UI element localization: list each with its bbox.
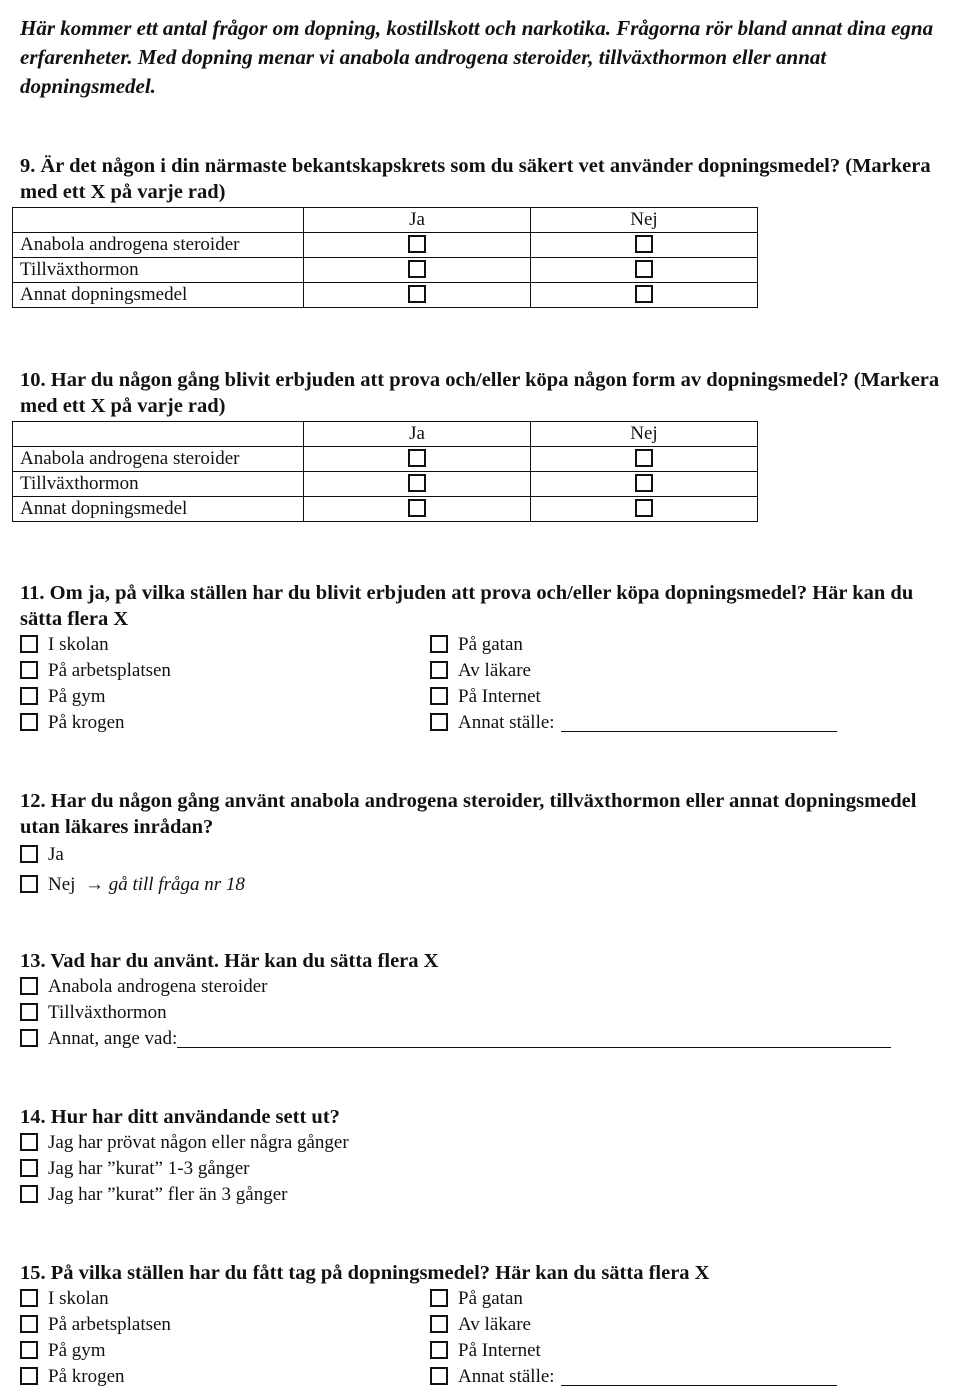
option-pa-gym[interactable]: På gym	[20, 684, 430, 710]
row-label: Anabola androgena steroider	[13, 447, 304, 472]
row-label: Annat dopningsmedel	[13, 497, 304, 522]
question-10-title: 10. Har du någon gång blivit erbjuden att prova och/eller köpa någon form av dopningsmedel? (Markera med ett X på varje rad)	[20, 369, 940, 417]
q10-tillvaxthormon-nej-checkbox[interactable]	[635, 474, 653, 492]
column-header-nej: Nej	[531, 422, 758, 447]
checkbox[interactable]	[430, 1289, 448, 1307]
option-tillvaxthormon[interactable]: Tillväxthormon	[20, 1000, 950, 1026]
option-av-lakare[interactable]: Av läkare	[430, 658, 840, 684]
question-12	[20, 788, 950, 900]
annat-stalle-field[interactable]	[561, 713, 837, 732]
row-label: Tillväxthormon	[13, 258, 304, 283]
question-12-title: 12. Har du någon gång använt anabola androgena steroider, tillväxthormon eller annat dopningsmedel utan läkares inrådan?	[20, 790, 917, 838]
checkbox[interactable]	[430, 687, 448, 705]
intro-text: Här kommer ett antal frågor om dopning, kostillskott och narkotika. Frågorna rör bland annat dina egna erfarenheter. Med dopning menar vi anabola androgena steroider, tillväxthormon eller annat dopningsmedel.	[20, 16, 934, 98]
option-kurat-1-3[interactable]: Jag har ”kurat” 1-3 gånger	[20, 1156, 950, 1182]
table-row	[13, 447, 758, 472]
question-15	[20, 1260, 950, 1390]
option-annat-stalle[interactable]: Annat ställe:	[430, 1364, 840, 1390]
question-9	[20, 153, 950, 308]
table-row	[13, 283, 758, 308]
checkbox[interactable]	[20, 635, 38, 653]
checkbox[interactable]	[430, 1341, 448, 1359]
option-pa-gym[interactable]: På gym	[20, 1338, 430, 1364]
option-pa-internet[interactable]: På Internet	[430, 1338, 840, 1364]
checkbox[interactable]	[430, 1367, 448, 1385]
checkbox[interactable]	[20, 713, 38, 731]
option-annat-stalle[interactable]: Annat ställe:	[430, 710, 840, 736]
question-15-title: 15. På vilka ställen har du fått tag på dopningsmedel? Här kan du sätta flera X	[20, 1262, 710, 1284]
checkbox[interactable]	[20, 1367, 38, 1385]
option-pa-gatan[interactable]: På gatan	[430, 632, 840, 658]
checkbox[interactable]	[430, 713, 448, 731]
table-row	[13, 233, 758, 258]
checkbox[interactable]	[20, 687, 38, 705]
q10-annat-ja-checkbox[interactable]	[408, 499, 426, 517]
option-annat-ange-vad[interactable]: Annat, ange vad:	[20, 1026, 950, 1052]
q9-tillvaxthormon-nej-checkbox[interactable]	[635, 260, 653, 278]
checkbox[interactable]	[20, 845, 38, 863]
row-label: Anabola androgena steroider	[13, 233, 304, 258]
checkbox[interactable]	[20, 1341, 38, 1359]
checkbox[interactable]	[20, 1133, 38, 1151]
question-13	[20, 948, 950, 1052]
row-label: Tillväxthormon	[13, 472, 304, 497]
question-14-title: 14. Hur har ditt användande sett ut?	[20, 1106, 340, 1128]
option-pa-arbetsplatsen[interactable]: På arbetsplatsen	[20, 658, 430, 684]
q9-steroider-nej-checkbox[interactable]	[635, 235, 653, 253]
table-header-empty	[13, 208, 304, 233]
question-9-title: 9. Är det någon i din närmaste bekantskapskrets som du säkert vet använder dopningsmedel? (Markera med ett X på varje rad)	[20, 155, 931, 203]
column-header-ja: Ja	[304, 422, 531, 447]
checkbox[interactable]	[20, 661, 38, 679]
q9-steroider-ja-checkbox[interactable]	[408, 235, 426, 253]
q9-annat-nej-checkbox[interactable]	[635, 285, 653, 303]
checkbox[interactable]	[20, 1315, 38, 1333]
checkbox[interactable]	[20, 1185, 38, 1203]
option-i-skolan[interactable]: I skolan	[20, 632, 430, 658]
checkbox[interactable]	[20, 1159, 38, 1177]
row-label: Annat dopningsmedel	[13, 283, 304, 308]
column-header-ja: Ja	[304, 208, 531, 233]
option-nej[interactable]: Nej → gå till fråga nr 18	[20, 870, 950, 900]
question-14	[20, 1104, 950, 1208]
checkbox[interactable]	[430, 661, 448, 679]
annat-stalle-field[interactable]	[561, 1367, 837, 1386]
question-11-title: 11. Om ja, på vilka ställen har du blivit erbjuden att prova och/eller köpa dopningsmedel? Här kan du sätta flera X	[20, 582, 914, 630]
question-9-table	[12, 207, 758, 308]
table-row	[13, 497, 758, 522]
checkbox[interactable]	[20, 977, 38, 995]
q10-tillvaxthormon-ja-checkbox[interactable]	[408, 474, 426, 492]
question-10	[20, 367, 950, 522]
option-pa-krogen[interactable]: På krogen	[20, 710, 430, 736]
question-11	[20, 580, 950, 736]
question-13-title: 13. Vad har du använt. Här kan du sätta flera X	[20, 950, 439, 972]
checkbox[interactable]	[20, 875, 38, 893]
q10-annat-nej-checkbox[interactable]	[635, 499, 653, 517]
q9-tillvaxthormon-ja-checkbox[interactable]	[408, 260, 426, 278]
option-kurat-fler-an-3[interactable]: Jag har ”kurat” fler än 3 gånger	[20, 1182, 950, 1208]
checkbox[interactable]	[20, 1003, 38, 1021]
table-row	[13, 472, 758, 497]
option-av-lakare[interactable]: Av läkare	[430, 1312, 840, 1338]
checkbox[interactable]	[20, 1029, 38, 1047]
option-pa-gatan[interactable]: På gatan	[430, 1286, 840, 1312]
option-pa-krogen[interactable]: På krogen	[20, 1364, 430, 1390]
table-header-empty	[13, 422, 304, 447]
option-anabola-steroider[interactable]: Anabola androgena steroider	[20, 974, 950, 1000]
annat-ange-vad-field[interactable]	[177, 1029, 891, 1048]
option-pa-internet[interactable]: På Internet	[430, 684, 840, 710]
option-ja[interactable]: Ja	[20, 840, 950, 870]
column-header-nej: Nej	[531, 208, 758, 233]
option-provat[interactable]: Jag har prövat någon eller några gånger	[20, 1130, 950, 1156]
checkbox[interactable]	[20, 1289, 38, 1307]
skip-instruction: → gå till fråga nr 18	[84, 874, 245, 895]
option-pa-arbetsplatsen[interactable]: På arbetsplatsen	[20, 1312, 430, 1338]
checkbox[interactable]	[430, 1315, 448, 1333]
question-10-table	[12, 421, 758, 522]
q10-steroider-nej-checkbox[interactable]	[635, 449, 653, 467]
table-row	[13, 258, 758, 283]
q9-annat-ja-checkbox[interactable]	[408, 285, 426, 303]
option-i-skolan[interactable]: I skolan	[20, 1286, 430, 1312]
checkbox[interactable]	[430, 635, 448, 653]
q10-steroider-ja-checkbox[interactable]	[408, 449, 426, 467]
